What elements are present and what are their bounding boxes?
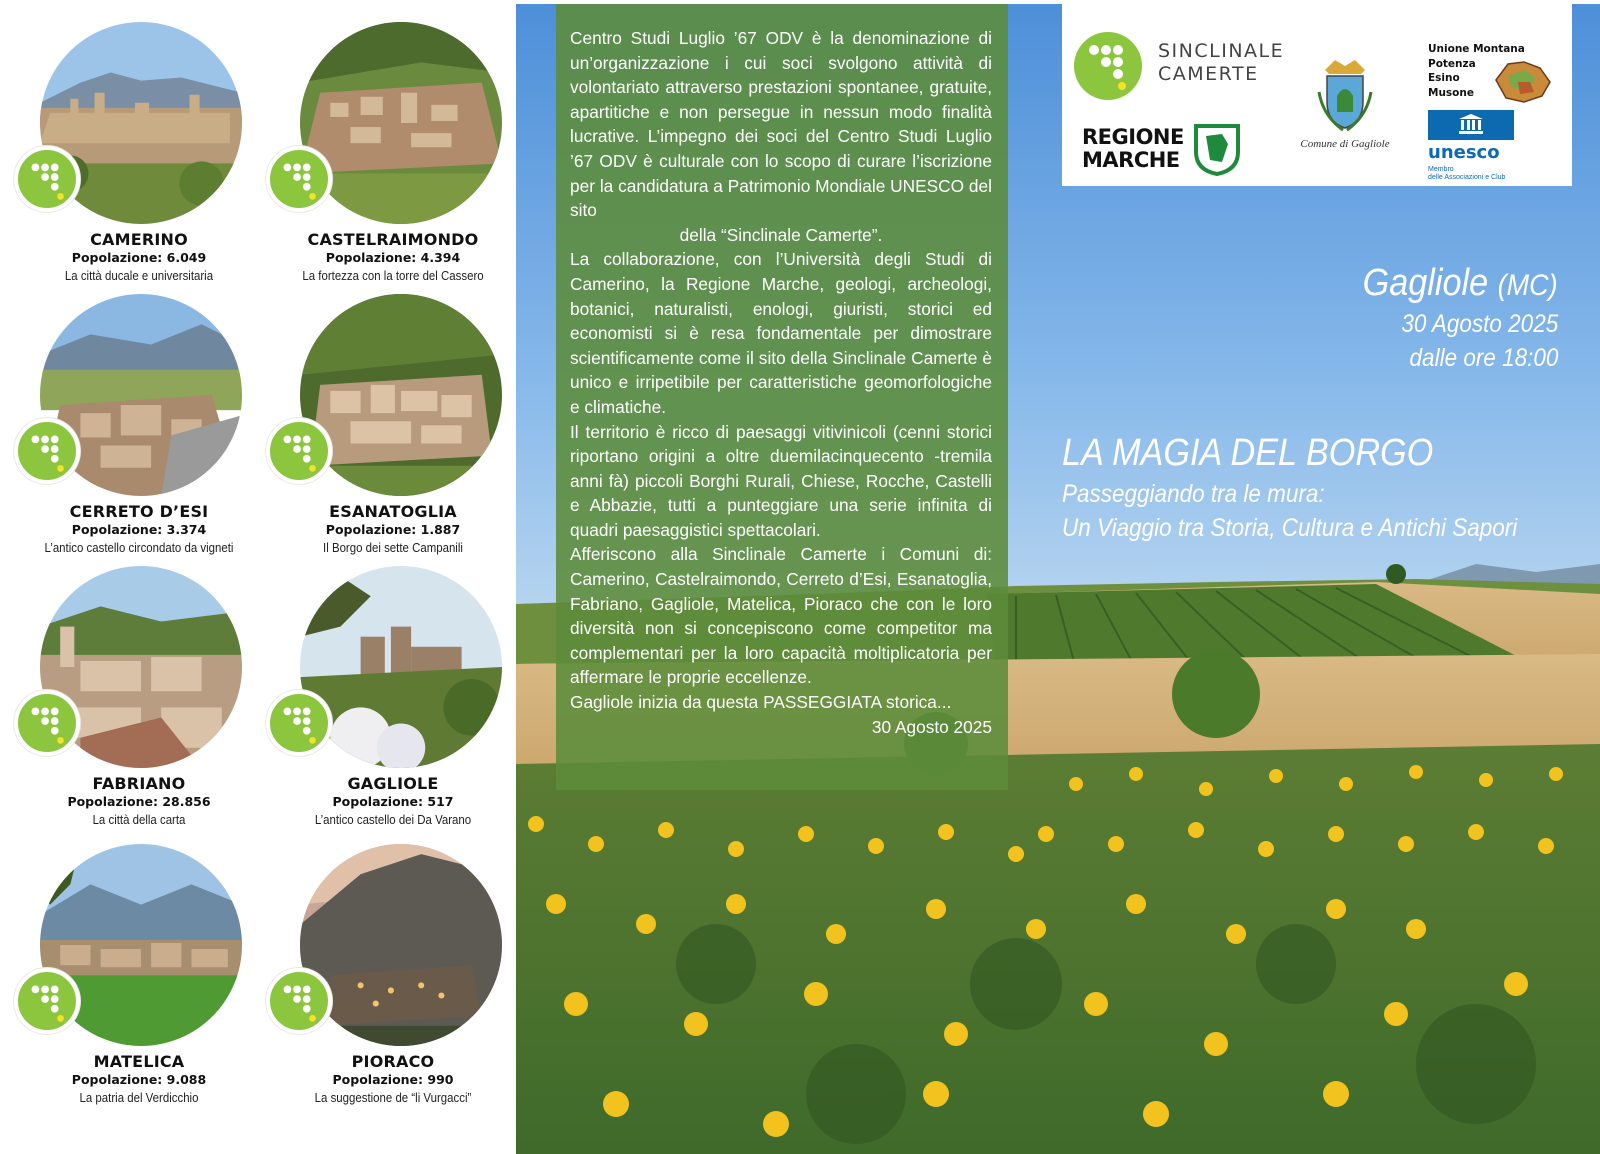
event-time: dalle ore 18:00 bbox=[1409, 344, 1558, 372]
unesco-temple-icon bbox=[1428, 110, 1514, 140]
town-cerreto-desi bbox=[10, 272, 268, 562]
town-photo bbox=[300, 22, 502, 224]
town-esanatoglia bbox=[264, 272, 522, 562]
unione-line3: Esino bbox=[1428, 72, 1460, 84]
unione-line4: Musone bbox=[1428, 86, 1474, 99]
town-name: PIORACO bbox=[351, 1052, 435, 1071]
comune-coat-of-arms-icon bbox=[1315, 56, 1375, 134]
town-description: La città della carta bbox=[92, 812, 186, 827]
unione-montana-map-icon bbox=[1490, 56, 1554, 106]
town-population: Popolazione: 517 bbox=[332, 794, 454, 809]
town-population: Popolazione: 28.856 bbox=[67, 794, 211, 809]
info-paragraph: Centro Studi Luglio ’67 ODV è la denominazione di un’organizzazione i cui soci svolgono attività di volontariato attraverso prestazioni spontanee, gratuite, apartitiche e non persegue in nessun modo finalità lucrative. L’impegno dei soci del Centro Studi Luglio ’67 ODV è culturale con lo scopo di curare l’iscrizione per la candidatura a Patrimonio Mondiale UNESCO del sito bbox=[570, 28, 992, 221]
sinclinale-badge-icon bbox=[266, 418, 332, 484]
sinclinale-badge-icon bbox=[14, 690, 80, 756]
town-description: L’antico castello dei Da Varano bbox=[314, 812, 472, 827]
town-description: La città ducale e universitaria bbox=[64, 268, 214, 283]
town-photo bbox=[300, 844, 502, 1046]
sinclinale-logo-icon bbox=[1072, 30, 1144, 102]
info-paragraph: della “Sinclinale Camerte”. bbox=[679, 224, 883, 245]
regione-marche-shield-icon bbox=[1192, 122, 1242, 176]
unione-montana-logo bbox=[1428, 42, 1568, 112]
unesco-sub-line1: Membro bbox=[1428, 166, 1454, 173]
town-matelica bbox=[10, 822, 268, 1112]
event-panel bbox=[516, 4, 1600, 1154]
town-pioraco bbox=[264, 822, 522, 1112]
event-title: LA MAGIA DEL BORGO bbox=[1062, 432, 1434, 474]
unesco-sub-line2: delle Associazioni e Club bbox=[1428, 174, 1506, 181]
logos-box bbox=[1062, 4, 1572, 186]
info-paragraph: La collaborazione, con l’Università degli Studi di Camerino, la Regione Marche, geologi, archeologi, botanici, naturalisti, enologi, giuristi, storici ed economisti si è resa fondamentale per dimostrare scientificamente come il sito della Sinclinale Camerte è unico e irripetibile per caratteristiche geomorfologiche e climatiche. bbox=[570, 249, 992, 417]
town-description: La suggestione de “li Vurgacci” bbox=[314, 1090, 472, 1105]
town-population: Popolazione: 4.394 bbox=[325, 250, 461, 265]
town-camerino bbox=[10, 0, 268, 290]
regione-marche-logo bbox=[1082, 122, 1242, 182]
unesco-word: unesco bbox=[1428, 142, 1500, 163]
sinclinale-camerte-logo bbox=[1072, 30, 1285, 102]
event-subtitle: Un Viaggio tra Storia, Cultura e Antichi Sapori bbox=[1062, 514, 1518, 542]
regione-logo-text bbox=[1082, 126, 1184, 172]
town-population: Popolazione: 1.887 bbox=[325, 522, 461, 537]
sinclinale-line1: SINCLINALE bbox=[1158, 40, 1285, 62]
unesco-subtext bbox=[1428, 166, 1505, 182]
unione-line1: Unione Montana bbox=[1428, 43, 1525, 55]
town-description: L’antico castello circondato da vigneti bbox=[44, 540, 234, 555]
info-paragraph: Gagliole inizia da questa PASSEGGIATA storica... bbox=[570, 692, 952, 713]
info-text bbox=[570, 26, 992, 739]
event-date: 30 Agosto 2025 bbox=[1401, 310, 1558, 338]
event-province: (MC) bbox=[1498, 269, 1558, 302]
event-subtitle: Passeggiando tra le mura: bbox=[1062, 480, 1325, 508]
town-population: Popolazione: 9.088 bbox=[71, 1072, 207, 1087]
town-description: La fortezza con la torre del Cassero bbox=[302, 268, 484, 283]
regione-line1: REGIONE bbox=[1082, 125, 1184, 149]
event-place bbox=[1363, 262, 1558, 305]
town-name: GAGLIOLE bbox=[347, 774, 439, 793]
info-paragraph: Il territorio è ricco di paesaggi vitivinicoli (cenni storici riportano origini a oltre duemilacinquecento -tremila anni fà) piccoli Borghi Rurali, Chiese, Rocche, Castelli e Abbazie, tutti a punteggiare una serie infinita di quadri paesaggistici spettacolari. bbox=[570, 421, 992, 540]
town-photo bbox=[300, 566, 502, 768]
regione-line2: MARCHE bbox=[1082, 148, 1180, 172]
town-name: CERRETO D’ESI bbox=[69, 502, 209, 521]
towns-panel bbox=[0, 0, 516, 1154]
unione-line2: Potenza bbox=[1428, 57, 1476, 70]
sinclinale-badge-icon bbox=[14, 146, 80, 212]
town-population: Popolazione: 3.374 bbox=[71, 522, 207, 537]
comune-logo-text: Comune di Gagliole bbox=[1300, 138, 1390, 150]
sinclinale-badge-icon bbox=[14, 968, 80, 1034]
info-paragraph: Afferiscono alla Sinclinale Camerte i Comuni di: Camerino, Castelraimondo, Cerreto d’Esi, Esanatoglia, Fabriano, Gagliole, Matelica, Pioraco che con le loro diversità non si concepiscono come competitor ma complementari per la loro capacità moltiplicatoria per affermare le proprie eccellenze. bbox=[570, 544, 992, 688]
sinclinale-badge-icon bbox=[266, 968, 332, 1034]
info-date: 30 Agosto 2025 bbox=[871, 716, 992, 737]
town-population: Popolazione: 990 bbox=[332, 1072, 454, 1087]
town-photo bbox=[300, 294, 502, 496]
unesco-logo bbox=[1428, 110, 1568, 184]
info-text-box bbox=[556, 4, 1008, 790]
sinclinale-badge-icon bbox=[14, 418, 80, 484]
town-name: FABRIANO bbox=[92, 774, 186, 793]
town-population: Popolazione: 6.049 bbox=[71, 250, 207, 265]
town-name: ESANATOGLIA bbox=[329, 502, 457, 521]
town-fabriano bbox=[10, 544, 268, 834]
sinclinale-badge-icon bbox=[266, 146, 332, 212]
town-description: Il Borgo dei sette Campanili bbox=[323, 540, 463, 555]
town-name: CASTELRAIMONDO bbox=[307, 230, 479, 249]
town-name: MATELICA bbox=[93, 1052, 185, 1071]
town-description: La patria del Verdicchio bbox=[79, 1090, 199, 1105]
comune-gagliole-logo bbox=[1290, 56, 1400, 166]
event-town: Gagliole bbox=[1363, 262, 1489, 304]
town-castelraimondo bbox=[264, 0, 522, 290]
town-name: CAMERINO bbox=[90, 230, 188, 249]
sinclinale-badge-icon bbox=[266, 690, 332, 756]
sinclinale-line2: CAMERTE bbox=[1158, 63, 1259, 85]
town-gagliole bbox=[264, 544, 522, 834]
sinclinale-logo-text bbox=[1158, 40, 1284, 86]
